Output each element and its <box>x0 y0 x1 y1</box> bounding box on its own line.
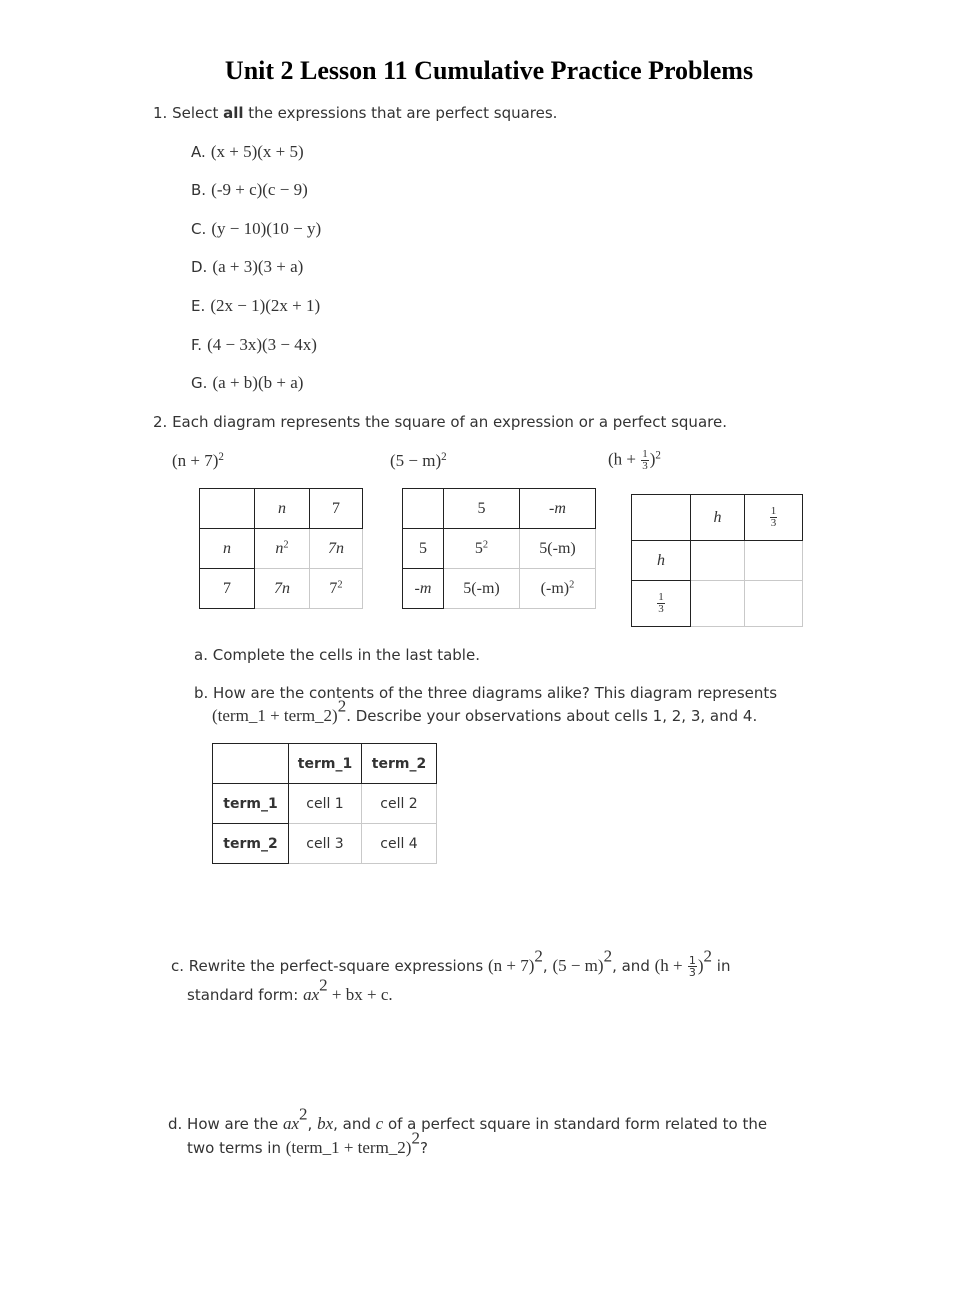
row-header-5: 5 <box>403 529 444 569</box>
cell-4: cell 4 <box>362 824 437 864</box>
col-header-neg-m: -m <box>520 489 596 529</box>
cell-7-squared: $7^2$ <box>310 569 363 609</box>
part-d-line-1: d. How are the $ax^2$, bx, and c of a perfect square in standard form related to the <box>168 1104 768 1133</box>
option-letter: B. <box>191 181 207 199</box>
option-f[interactable] <box>191 335 317 355</box>
cell-2: cell 2 <box>362 784 437 824</box>
part-a-text: a. Complete the cells in the last table. <box>194 646 480 664</box>
cell-neg-m-squared: $(-m)^2$ <box>520 569 596 609</box>
option-g[interactable] <box>191 373 303 393</box>
option-letter: A. <box>191 143 206 161</box>
question-2-prompt: 2. Each diagram represents the square of an expression or a perfect square. <box>153 413 727 431</box>
q1-prompt-start: 1. Select <box>153 104 224 122</box>
fraction-one-third: $\frac{1}{3}$ <box>642 448 648 472</box>
corner-cell <box>200 489 255 529</box>
option-e[interactable] <box>191 296 320 316</box>
expression-h-plus-third-squared <box>608 449 661 472</box>
cell-n-squared: $n^2$ <box>255 529 310 569</box>
col-header-term-1: term_1 <box>289 744 362 784</box>
option-letter: G. <box>191 374 208 392</box>
option-letter: E. <box>191 297 206 315</box>
term-table <box>212 743 437 864</box>
option-expression: (4 − 3x)(3 − 4x) <box>207 335 317 354</box>
option-c[interactable] <box>191 219 321 239</box>
corner-cell <box>632 495 691 541</box>
corner-cell <box>213 744 289 784</box>
fraction-one-third: $\frac{1}{3}$ <box>770 505 777 529</box>
option-letter: F. <box>191 336 202 354</box>
expr2-base: (5 − m) <box>390 451 442 470</box>
q1-prompt-end: the expressions that are perfect squares. <box>243 104 558 122</box>
cell-3: cell 3 <box>289 824 362 864</box>
col-header-5: 5 <box>444 489 520 529</box>
blank-cell[interactable] <box>745 541 803 581</box>
option-letter: D. <box>191 258 208 276</box>
row-header-term-1: term_1 <box>213 784 289 824</box>
row-header-n: n <box>200 529 255 569</box>
option-expression: (a + b)(b + a) <box>212 373 304 392</box>
row-header-term-2: term_2 <box>213 824 289 864</box>
col-header-one-third <box>745 495 803 541</box>
diagram-table-h-plus-third <box>631 494 803 627</box>
corner-cell <box>403 489 444 529</box>
part-c-line-1: c. Rewrite the perfect-square expressions $(n + 7)^2$, $(5 - m)^2$, and (h + $\frac{1}{3}$ )$^2$ in <box>171 946 731 979</box>
page-title: Unit 2 Lesson 11 Cumulative Practice Problems <box>224 56 754 85</box>
blank-cell[interactable] <box>691 581 745 627</box>
diagram-table-5-minus-m <box>402 488 596 609</box>
option-d[interactable] <box>191 257 303 277</box>
q1-prompt-bold: all <box>223 104 244 122</box>
col-header-n: n <box>255 489 310 529</box>
expression-5-minus-m-squared <box>390 451 447 471</box>
diagram-table-n-plus-7 <box>199 488 363 609</box>
part-d-line-2: two terms in (term_1 + term_2)$^2$? <box>187 1128 428 1157</box>
option-expression: (x + 5)(x + 5) <box>210 142 304 161</box>
option-expression: (-9 + c)(c − 9) <box>211 180 308 199</box>
blank-cell[interactable] <box>745 581 803 627</box>
fraction-one-third: $\frac{1}{3}$ <box>688 954 696 979</box>
option-a[interactable] <box>191 142 304 162</box>
expr3-exponent: 2 <box>655 449 661 462</box>
part-b-line-2: (term_1 + term_2)$^2$. Describe your observations about cells 1, 2, 3, and 4. <box>212 696 758 725</box>
col-header-term-2: term_2 <box>362 744 437 784</box>
cell-7n: 7n <box>310 529 363 569</box>
expression-n-plus-7-squared <box>172 451 224 471</box>
question-1-prompt <box>153 104 557 122</box>
row-header-one-third <box>632 581 691 627</box>
expr1-base: (n + 7) <box>172 451 219 470</box>
expr3-start: (h + <box>608 449 641 469</box>
expr3-end: ) <box>649 449 656 469</box>
col-header-7: 7 <box>310 489 363 529</box>
part-c-line-2: standard form: $ax^2$ + bx + c. <box>187 975 393 1004</box>
cell-5-squared: $5^2$ <box>444 529 520 569</box>
option-expression: (a + 3)(3 + a) <box>212 257 304 276</box>
fraction-one-third: $\frac{1}{3}$ <box>658 591 664 615</box>
expr1-exponent: 2 <box>218 450 224 463</box>
row-header-7: 7 <box>200 569 255 609</box>
blank-cell[interactable] <box>691 541 745 581</box>
option-expression: (2x − 1)(2x + 1) <box>210 296 321 315</box>
row-header-h: h <box>632 541 691 581</box>
option-expression: (y − 10)(10 − y) <box>211 219 322 238</box>
expr2-exponent: 2 <box>441 450 447 463</box>
option-b[interactable] <box>191 180 308 200</box>
row-header-neg-m: -m <box>403 569 444 609</box>
part-b-line-1: b. How are the contents of the three diagrams alike? This diagram represents <box>194 684 778 702</box>
term-sum-expression: (term_1 + term_2) <box>212 706 338 725</box>
cell-5-neg-m: 5(-m) <box>444 569 520 609</box>
option-letter: C. <box>191 220 207 238</box>
col-header-h: h <box>691 495 745 541</box>
cell-7n: 7n <box>255 569 310 609</box>
cell-1: cell 1 <box>289 784 362 824</box>
cell-5-neg-m: 5(-m) <box>520 529 596 569</box>
